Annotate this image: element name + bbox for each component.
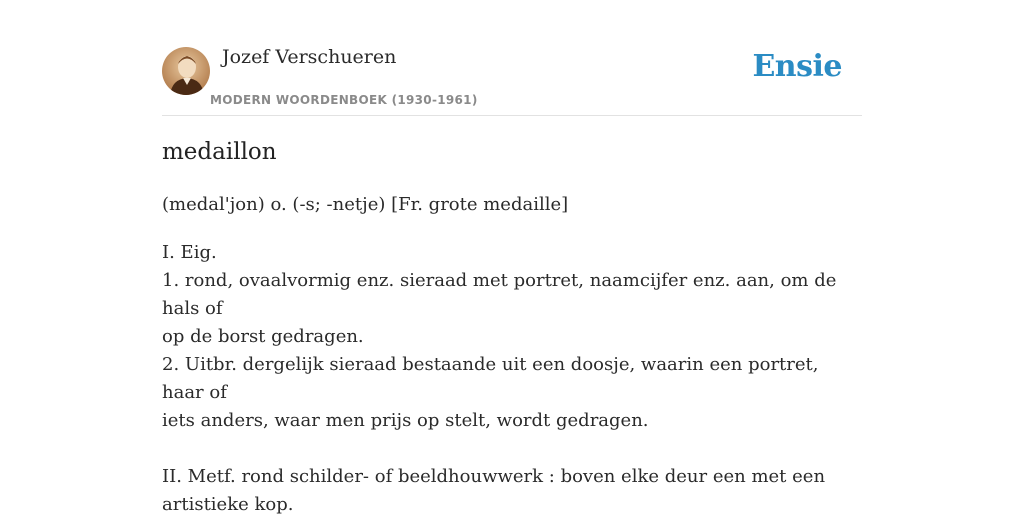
definition-line: artistieke kop. <box>162 494 294 515</box>
definition-line: iets anders, waar men prijs op stelt, wordt gedragen. <box>162 410 649 431</box>
definition-line: op de borst gedragen. <box>162 326 364 347</box>
paragraph-spacer <box>162 435 862 463</box>
entry-pronunciation: (medal'jon) o. (-s; -netje) [Fr. grote medaille] <box>162 194 569 215</box>
definition-line: I. Eig. <box>162 242 217 263</box>
entry-headword: medaillon <box>162 139 277 165</box>
entry-card <box>162 0 862 515</box>
dictionary-source[interactable]: MODERN WOORDENBOEK (1930-1961) <box>210 93 478 107</box>
definition-line: 2. Uitbr. dergelijk sieraad bestaande uit een doosje, waarin een portret, haar of <box>162 354 819 403</box>
definition-line: II. Metf. rond schilder- of beeldhouwwerk : boven elke deur een met een <box>162 466 826 487</box>
entry-definition <box>162 239 862 519</box>
author-portrait-icon <box>162 47 210 95</box>
entry-header <box>162 0 862 116</box>
ensie-logo[interactable]: Ensie <box>752 49 842 84</box>
author-avatar[interactable] <box>162 47 210 95</box>
author-name[interactable]: Jozef Verschueren <box>222 46 397 68</box>
definition-line: 1. rond, ovaalvormig enz. sieraad met portret, naamcijfer enz. aan, om de hals of <box>162 270 837 319</box>
